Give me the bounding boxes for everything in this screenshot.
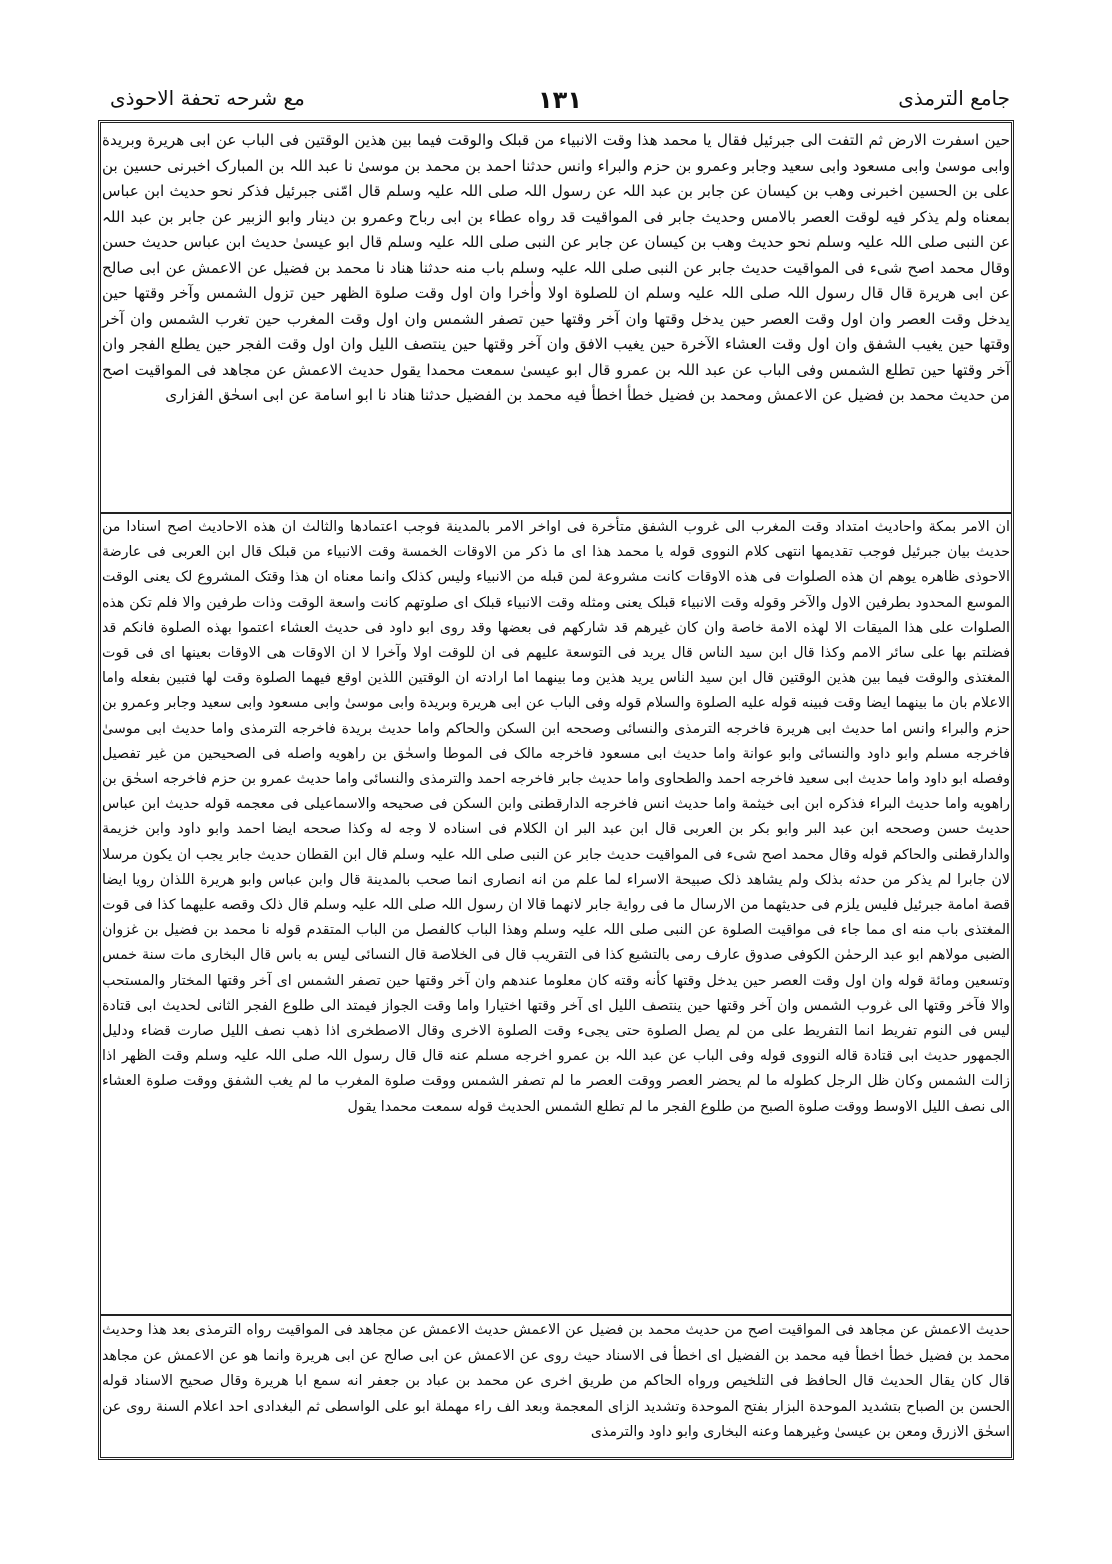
commentary-section	[102, 515, 1010, 1313]
footer-commentary-section	[102, 1318, 1010, 1456]
commentary-text: ان الامر بمکة واحادیث امتداد وقت المغرب الی غروب الشفق متأخرة فی اواخر الامر بالمدینة فوجب اعتمادها والثالث ان هذه الاحادیث اصح اسنادا من حدیث بیان جبرئیل فوجب تقدیمها انتهی کلام النووی قوله یا محمد هذا ای ما ذکر من الاوقات الخمسة وقت الانبیاء من قبلک قال ابن العربی فی عارضة الاحوذی ظاهره یوهم ان هذه الصلوات فی هذه الاوقات کانت مشروعة لمن قبله من الانبیاء ولیس کذلک وانما معناه ان هذا وقتک المشروع لک یعنی الوقت الموسع المحدود بطرفین الاول والآخر وقوله وقت الانبیاء قبلک یعنی ومثله وقت الانبیاء قبلک ای صلوتهم کانت واسعة الوقت وذات طرفین والا فلم تکن هذه الصلوات علی هذا المیقات الا لهذه الامة خاصة وان کان غیرهم قد شارکهم فی بعضها وقد روی ابو داود فی حدیث العشاء اعتموا بهذه الصلوة فانکم قد فضلتم بها علی سائر الامم وکذا قال ابن سید الناس قال یرید فی التوسعة علیهم فی ان للوقت اولا وآخرا لا ان الاوقات هی الاوقات بعینها ای فی قوت المغتذی والوقت فیما بین هذین الوقتین قال ابن سید الناس یرید هذین وما بینهما اما ارادته ان الوقتین اللذین اوقع فیهما الصلوة وقت لها فتبین بفعله واما الاعلام بان ما بینهما ایضا وقت فبینه قوله علیه الصلوة والسلام قوله وفی الباب عن ابی هریرة وبریدة وابی موسیٰ وابی مسعود وابی سعید وجابر وعمرو بن حزم والبراء وانس اما حدیث ابی هریرة فاخرجه الترمذی والنسائی وصححه ابن السکن والحاکم واما حدیث بریدة فاخرجه الترمذی واما حدیث ابی موسیٰ فاخرجه مسلم وابو داود والنسائی وابو عوانة واما حدیث ابی مسعود فاخرجه مالک فی الموطا واسحٰق بن راهویه واصله فی الصحیحین من غیر تفصیل وفصله ابو داود واما حدیث ابی سعید فاخرجه احمد والطحاوی واما حدیث جابر فاخرجه احمد والترمذی والنسائی واما حدیث عمرو بن حزم فاخرجه اسحٰق بن راهویه واما حدیث البراء فذکره ابن ابی خیثمة واما حدیث انس فاخرجه الدارقطنی وابن السکن فی صحیحه والاسماعیلی فی معجمه قوله حدیث ابن عباس حدیث حسن وصححه ابن عبد البر وابو بکر بن العربی قال ابن عبد البر ان الکلام فی اسناده لا وجه له وکذا صححه ایضا احمد وابو داود وابن خزیمة والدارقطنی والحاکم قوله وقال محمد اصح شیء فی المواقیت حدیث جابر عن النبی صلی اللہ علیہ وسلم قال ابن القطان حدیث جابر یجب ان یکون مرسلا لان جابرا لم یذکر من حدثه بذلک ولم یشاهد ذلک صبیحة الاسراء لما علم من انه انصاری انما صحب بالمدینة قال وابن عباس وابو هریرة اللذان رویا ایضا قصة امامة جبرئیل فلیس یلزم فی حدیثهما من الارسال ما فی روایة جابر لانهما قالا ان رسول اللہ صلی اللہ علیہ وسلم قال ذلک وقصه علیهما کذا فی قوت المغتذی باب منه ای مما جاء فی مواقیت الصلوة عن النبی صلی اللہ علیہ وسلم وهذا الباب کالفصل من الباب المتقدم قوله نا محمد بن فضیل بن غزوان الضبی مولاهم ابو عبد الرحمٰن الکوفی صدوق عارف رمی بالتشیع کذا فی التقریب قال فی الخلاصة قال النسائی لیس به باس قال البخاری مات سنة خمس وتسعین ومائة قوله وان اول وقت العصر حین یدخل وقتها کأنه وقته کان معلوما عندهم وان آخر وقتها حین تصفر الشمس ای آخر وقتها المختار والمستحب والا فآخر وقتها الی غروب الشمس وان آخر وقتها حین ینتصف اللیل ای آخر وقتها اختیارا واما وقت الجواز فیمتد الی طلوع الفجر الثانی لحدیث ابی قتادة لیس فی النوم تفریط انما التفریط علی من لم یصل الصلوة حتی یجیء وقت الصلوة الاخری وقال الاصطخری اذا ذهب نصف اللیل صارت قضاء ودلیل الجمهور حدیث ابی قتادة قاله النووی قوله وفی الباب عن عبد اللہ بن عمرو اخرجه مسلم عنه قال قال رسول اللہ صلی اللہ علیہ وسلم وقت الظهر اذا زالت الشمس وکان ظل الرجل کطوله ما لم یحضر العصر ووقت العصر ما لم تصفر الشمس ووقت صلوة المغرب ما لم یغب الشفق ووقت صلوة العشاء الی نصف اللیل الاوسط ووقت صلوة الصبح من طلوع الفجر ما لم تطلع الشمس الحدیث قوله سمعت محمدا یقول	[102, 519, 1010, 1115]
book-title: جامع الترمذی	[898, 86, 1010, 110]
commentary-title: مع شرحه تحفة الاحوذی	[110, 86, 305, 110]
section-divider	[100, 512, 1012, 514]
footer-commentary-text: حدیث الاعمش عن مجاهد فی المواقیت اصح من حدیث محمد بن فضیل عن الاعمش حدیث الاعمش عن مجاهد فی المواقیت رواه الترمذی بعد هذا وحدیث محمد بن فضیل خطأ اخطأ فیه محمد بن الفضیل ای اخطأ فی الاسناد حیث روی عن الاعمش عن ابی صالح عن ابی هریرة وانما هو عن الاعمش عن مجاهد قال کان یقال الحدیث قال الحافظ فی التلخیص ورواه الحاکم من طریق اخری عن محمد بن عباد بن جعفر انه سمع ابا هریرة وقال صحیح الاسناد قوله الحسن بن الصباح بتشدید الموحدة البزار بفتح الموحدة وتشدید الزای المعجمة وبعد الف راء مهملة ابو علی الواسطی ثم البغدادی احد اعلام السنة روی عن اسحٰق الازرق ومعن بن عیسیٰ وغیرهما وعنه البخاری وابو داود والترمذی	[102, 1322, 1010, 1440]
section-divider	[100, 1314, 1012, 1316]
main-text-section	[102, 128, 1010, 513]
main-text: حین اسفرت الارض ثم التفت الی جبرئیل فقال یا محمد هذا وقت الانبیاء من قبلک والوقت فیما بین هذین الوقتین فی الباب عن ابی هریرة وبریدة وابی موسیٰ وابی مسعود وابی سعید وجابر وعمرو بن حزم والبراء وانس حدثنا احمد بن محمد بن موسیٰ نا عبد اللہ بن المبارک اخبرنی حسین بن علی بن الحسین اخبرنی وهب بن کیسان عن جابر بن عبد اللہ عن رسول اللہ صلی اللہ علیہ وسلم قال امّنی جبرئیل فذکر نحو حدیث ابن عباس بمعناه ولم یذکر فیه لوقت العصر بالامس وحدیث جابر فی المواقیت قد رواه عطاء بن ابی رباح وعمرو بن دینار وابو الزبیر عن جابر بن عبد اللہ عن النبی صلی اللہ علیہ وسلم نحو حدیث وهب بن کیسان عن جابر عن النبی صلی اللہ علیہ وسلم قال ابو عیسیٰ حدیث ابن عباس حدیث حسن وقال محمد اصح شیء فی المواقیت حدیث جابر عن النبی صلی اللہ علیہ وسلم باب منه حدثنا هناد نا محمد بن فضیل عن الاعمش عن ابی صالح عن ابی هریرة قال قال رسول اللہ صلی اللہ علیہ وسلم ان للصلوة اولا واٰخرا وان اول وقت صلوة الظهر حین تزول الشمس وآخر وقتها حین یدخل وقت العصر وان اول وقت العصر حین یدخل وقتها وان آخر وقتها حین تصفر الشمس وان اول وقت المغرب حین تغرب الشمس وان آخر وقتها حین یغیب الشفق وان اول وقت العشاء الآخرة حین یغیب الافق وان آخر وقتها حین ینتصف اللیل وان اول وقت الفجر حین یطلع الفجر وان آخر وقتها حین تطلع الشمس وفی الباب عن عبد اللہ بن عمرو قال ابو عیسیٰ سمعت محمدا یقول حدیث الاعمش عن مجاهد فی المواقیت اصح من حدیث محمد بن فضیل عن الاعمش ومحمد بن فضیل خطأ اخطأ فیه محمد بن الفضیل حدثنا هناد نا ابو اسامة عن ابی اسحٰق الفزاری	[102, 131, 1010, 404]
page-number: ۱۳۱	[538, 86, 582, 114]
page-header	[110, 86, 1010, 122]
